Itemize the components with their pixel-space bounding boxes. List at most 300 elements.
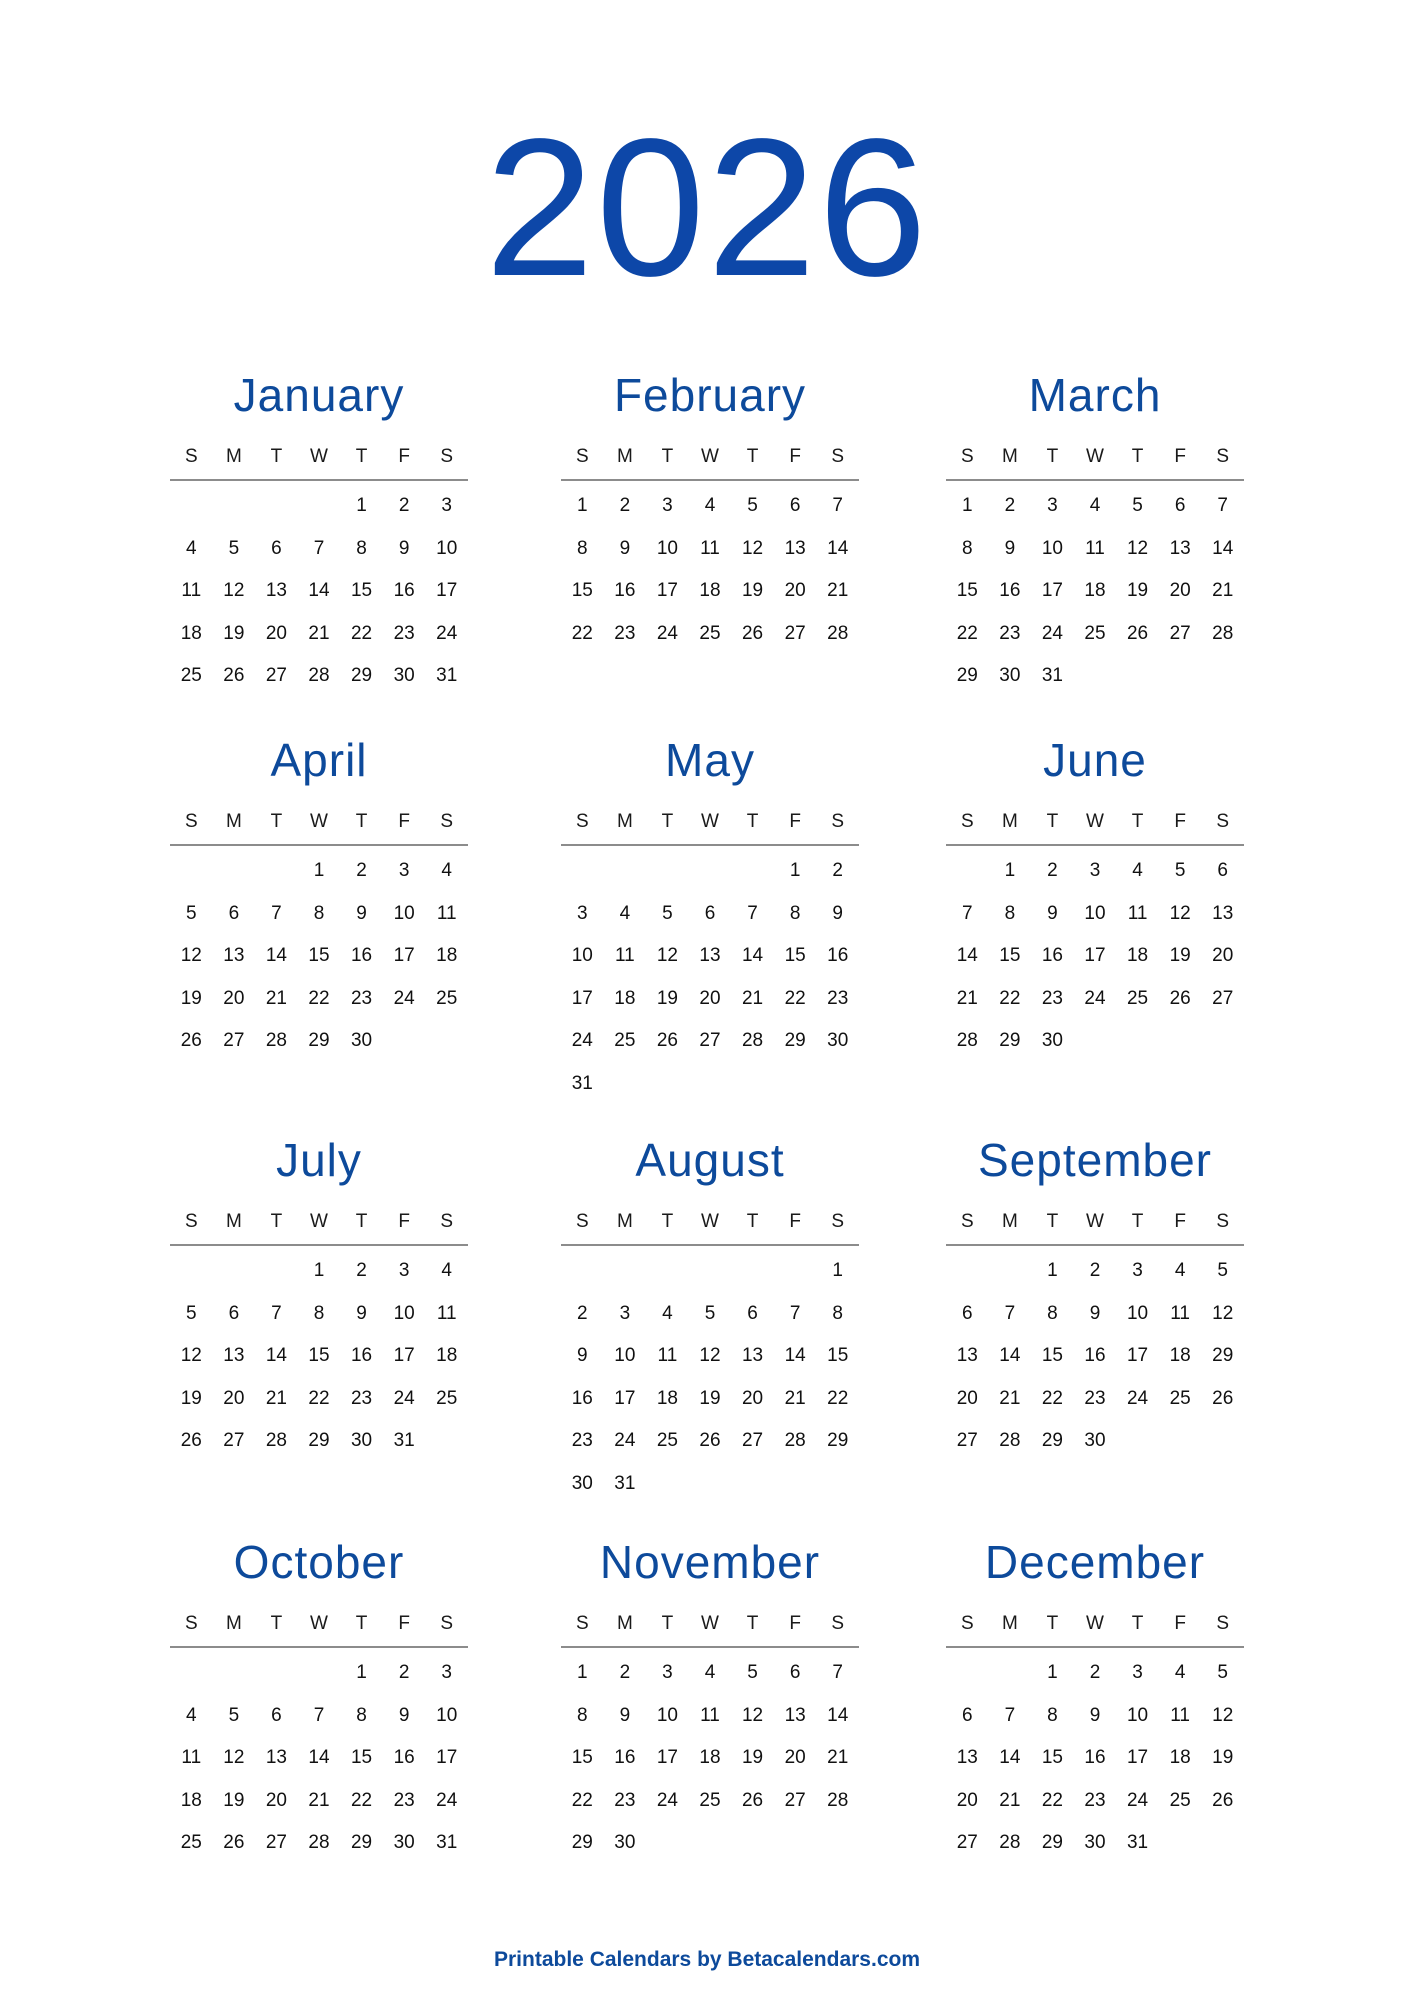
- weekday-label: S: [1216, 1613, 1230, 1634]
- day-cell: 1: [961, 495, 973, 516]
- weekday-label: M: [1001, 446, 1018, 467]
- weekday-label: T: [1131, 811, 1144, 832]
- weekday-header: [170, 810, 468, 834]
- weekday-label: W: [1086, 811, 1104, 832]
- weekday-label: S: [575, 811, 589, 832]
- weekday-header: [170, 1210, 468, 1234]
- day-cell: 8: [356, 537, 367, 559]
- empty-cell: [213, 1658, 256, 1701]
- day-cell: 11: [700, 1704, 720, 1726]
- day-cell: 2: [832, 860, 843, 881]
- day-cell: 15: [308, 945, 330, 966]
- day-cell: 22: [784, 987, 806, 1009]
- day-cell: 7: [832, 495, 843, 516]
- empty-cell: [255, 491, 298, 534]
- day-cell: 8: [789, 902, 801, 924]
- day-cell: 27: [223, 1430, 245, 1451]
- day-cell: 1: [313, 860, 325, 881]
- month-title: August: [635, 1134, 785, 1186]
- day-cell: 12: [1212, 1704, 1234, 1726]
- day-cell: 7: [271, 902, 282, 924]
- empty-cell: [298, 491, 341, 534]
- day-cell: 6: [271, 537, 282, 559]
- day-cell: 3: [1089, 860, 1101, 881]
- day-cell: 20: [784, 1747, 806, 1768]
- day-cell: 29: [827, 1430, 849, 1451]
- empty-cell: [689, 856, 732, 899]
- day-cell: 20: [956, 1789, 978, 1811]
- day-cell: 8: [313, 1302, 325, 1324]
- month-september: [946, 1132, 1244, 1469]
- day-cell: 7: [313, 537, 325, 559]
- weekday-label: M: [225, 811, 242, 832]
- day-grid: [170, 1648, 468, 1871]
- day-cell: 7: [1217, 495, 1228, 516]
- day-cell: 9: [619, 537, 631, 559]
- day-cell: 14: [265, 945, 287, 966]
- day-cell: 7: [1004, 1704, 1016, 1726]
- day-cell: 22: [956, 622, 978, 644]
- day-cell: 28: [1212, 622, 1234, 644]
- day-cell: 24: [656, 1789, 678, 1811]
- day-cell: 30: [614, 1832, 636, 1853]
- day-cell: 13: [741, 1345, 764, 1366]
- day-cell: 30: [1041, 1030, 1063, 1051]
- day-grid: [946, 1648, 1244, 1871]
- weekday-label: W: [310, 1613, 328, 1634]
- day-cell: 5: [228, 537, 240, 559]
- weekday-label: F: [789, 446, 801, 467]
- day-cell: 12: [1212, 1302, 1234, 1324]
- month-title: February: [613, 369, 807, 421]
- day-grid: [170, 1246, 468, 1469]
- weekday-label: W: [1086, 446, 1104, 467]
- weekday-header: [561, 1612, 859, 1636]
- day-cell: 16: [350, 945, 373, 966]
- day-cell: 30: [571, 1472, 593, 1494]
- day-cell: 3: [1132, 1662, 1143, 1683]
- empty-cell: [689, 1256, 732, 1299]
- weekday-label: S: [184, 811, 198, 832]
- day-cell: 16: [614, 1747, 636, 1768]
- day-cell: 17: [1126, 1747, 1149, 1768]
- day-cell: 17: [393, 1345, 415, 1366]
- day-cell: 9: [1089, 1302, 1101, 1324]
- day-cell: 3: [398, 1260, 410, 1281]
- month-title: December: [984, 1536, 1206, 1588]
- day-cell: 12: [180, 945, 202, 966]
- day-cell: 31: [436, 1832, 458, 1853]
- day-cell: 5: [228, 1704, 240, 1726]
- day-cell: 2: [1089, 1662, 1101, 1683]
- empty-cell: [946, 1658, 989, 1701]
- day-cell: 20: [223, 1387, 245, 1409]
- day-cell: 19: [656, 987, 678, 1009]
- weekday-label: S: [831, 1613, 845, 1634]
- day-cell: 21: [308, 622, 330, 644]
- day-cell: 19: [223, 1789, 245, 1811]
- day-cell: 23: [393, 1789, 415, 1811]
- day-cell: 16: [1041, 945, 1063, 966]
- day-cell: 14: [265, 1345, 287, 1366]
- day-cell: 1: [1004, 860, 1016, 881]
- day-cell: 17: [436, 580, 458, 601]
- day-cell: 4: [185, 1704, 197, 1726]
- weekday-label: S: [575, 1211, 589, 1232]
- day-cell: 4: [185, 537, 197, 559]
- weekday-label: T: [1046, 446, 1059, 467]
- day-cell: 21: [741, 987, 764, 1009]
- day-cell: 9: [832, 902, 843, 924]
- day-cell: 1: [832, 1260, 843, 1281]
- day-cell: 3: [1047, 495, 1058, 516]
- day-cell: 16: [393, 580, 415, 601]
- weekday-label: S: [440, 811, 454, 832]
- day-cell: 13: [784, 537, 806, 559]
- day-cell: 16: [1084, 1747, 1106, 1768]
- day-cell: 2: [1047, 860, 1058, 881]
- weekday-label: S: [960, 1613, 974, 1634]
- day-cell: 13: [784, 1704, 806, 1726]
- month-december: [946, 1534, 1244, 1871]
- day-cell: 19: [1212, 1747, 1234, 1768]
- day-cell: 6: [961, 1704, 973, 1726]
- day-cell: 25: [180, 665, 202, 686]
- day-cell: 19: [699, 1387, 721, 1409]
- day-cell: 6: [271, 1704, 282, 1726]
- day-grid: [946, 1246, 1244, 1469]
- day-cell: 4: [1174, 1662, 1186, 1683]
- day-cell: 16: [350, 1345, 373, 1366]
- weekday-label: W: [1086, 1211, 1104, 1232]
- day-grid: [170, 481, 468, 704]
- day-cell: 14: [827, 1704, 849, 1726]
- weekday-label: S: [960, 446, 974, 467]
- day-cell: 4: [704, 1662, 716, 1683]
- day-cell: 29: [1212, 1345, 1234, 1366]
- month-title: November: [599, 1536, 821, 1588]
- weekday-label: W: [310, 811, 328, 832]
- day-cell: 7: [313, 1704, 325, 1726]
- day-cell: 5: [1132, 495, 1143, 516]
- day-cell: 26: [180, 1430, 202, 1451]
- weekday-label: S: [440, 446, 454, 467]
- day-cell: 9: [356, 902, 367, 924]
- empty-cell: [170, 491, 213, 534]
- day-cell: 22: [308, 987, 330, 1009]
- day-cell: 24: [436, 1789, 458, 1811]
- day-cell: 28: [784, 1430, 806, 1451]
- weekday-label: T: [355, 811, 368, 832]
- day-cell: 19: [180, 987, 202, 1009]
- day-cell: 2: [356, 1260, 367, 1281]
- day-cell: 22: [571, 1789, 593, 1811]
- weekday-label: T: [1046, 1211, 1059, 1232]
- day-cell: 4: [441, 1260, 452, 1281]
- day-cell: 3: [576, 902, 588, 924]
- empty-cell: [255, 1256, 298, 1299]
- day-cell: 3: [441, 495, 452, 516]
- weekday-label: T: [1046, 1613, 1059, 1634]
- day-cell: 14: [308, 1747, 330, 1768]
- day-cell: 2: [356, 860, 367, 881]
- weekday-label: T: [1046, 811, 1059, 832]
- weekday-label: S: [575, 446, 589, 467]
- day-grid: [946, 481, 1244, 704]
- weekday-label: M: [1001, 1613, 1018, 1634]
- day-cell: 28: [999, 1430, 1021, 1451]
- empty-cell: [255, 1658, 298, 1701]
- day-cell: 6: [747, 1302, 758, 1324]
- empty-cell: [989, 1658, 1032, 1701]
- empty-cell: [255, 856, 298, 899]
- day-cell: 11: [1170, 1302, 1190, 1324]
- day-cell: 4: [662, 1302, 673, 1324]
- day-cell: 24: [393, 1387, 415, 1409]
- day-cell: 1: [356, 1662, 367, 1683]
- empty-cell: [561, 856, 604, 899]
- day-cell: 8: [1047, 1302, 1058, 1324]
- weekday-label: T: [355, 446, 368, 467]
- day-cell: 27: [956, 1832, 978, 1853]
- empty-cell: [774, 1256, 817, 1299]
- day-cell: 26: [223, 1832, 245, 1853]
- day-cell: 14: [784, 1345, 806, 1366]
- day-cell: 2: [398, 1662, 410, 1683]
- day-cell: 27: [1169, 622, 1191, 644]
- day-cell: 14: [999, 1345, 1021, 1366]
- weekday-label: T: [1131, 1613, 1144, 1634]
- weekday-label: M: [616, 446, 633, 467]
- day-grid: [561, 1246, 859, 1511]
- day-cell: 6: [228, 1302, 240, 1324]
- day-cell: 28: [956, 1030, 978, 1051]
- day-cell: 4: [1174, 1260, 1186, 1281]
- day-cell: 5: [185, 1302, 197, 1324]
- weekday-header: [561, 810, 859, 834]
- weekday-label: T: [355, 1211, 368, 1232]
- day-cell: 19: [741, 580, 764, 601]
- day-cell: 10: [436, 1704, 458, 1726]
- day-cell: 21: [956, 987, 978, 1009]
- day-cell: 31: [1041, 665, 1063, 686]
- day-cell: 3: [662, 495, 673, 516]
- day-cell: 31: [571, 1072, 593, 1094]
- weekday-label: T: [661, 811, 674, 832]
- day-cell: 12: [699, 1345, 721, 1366]
- day-cell: 14: [827, 537, 849, 559]
- day-cell: 30: [999, 665, 1021, 686]
- day-cell: 26: [741, 622, 764, 644]
- day-cell: 23: [350, 987, 373, 1009]
- day-cell: 25: [436, 1387, 458, 1409]
- day-cell: 26: [180, 1030, 202, 1051]
- day-cell: 29: [1041, 1832, 1063, 1853]
- empty-cell: [170, 1256, 213, 1299]
- day-cell: 27: [784, 1789, 806, 1811]
- day-cell: 26: [223, 665, 245, 686]
- day-cell: 17: [656, 1747, 678, 1768]
- month-title: March: [1028, 369, 1162, 421]
- day-cell: 19: [180, 1387, 202, 1409]
- day-cell: 18: [656, 1387, 678, 1409]
- day-cell: 18: [699, 580, 721, 601]
- day-cell: 29: [784, 1030, 806, 1051]
- footer-credit: Printable Calendars by Betacalendars.com: [494, 1948, 920, 1971]
- weekday-label: W: [1086, 1613, 1104, 1634]
- day-cell: 1: [1047, 1260, 1058, 1281]
- weekday-label: W: [701, 1211, 719, 1232]
- day-cell: 31: [614, 1472, 636, 1494]
- day-cell: 7: [271, 1302, 282, 1324]
- day-cell: 18: [180, 622, 202, 644]
- weekday-header: [946, 445, 1244, 469]
- day-cell: 1: [789, 860, 801, 881]
- day-cell: 11: [657, 1345, 678, 1366]
- day-cell: 30: [1084, 1430, 1106, 1451]
- weekday-label: F: [789, 1613, 801, 1634]
- day-cell: 21: [827, 580, 849, 601]
- weekday-label: W: [701, 811, 719, 832]
- day-cell: 24: [656, 622, 678, 644]
- month-june: [946, 732, 1244, 1069]
- day-cell: 16: [1084, 1345, 1106, 1366]
- day-cell: 7: [961, 902, 973, 924]
- month-july: [170, 1132, 468, 1469]
- day-cell: 11: [181, 1747, 202, 1768]
- day-cell: 18: [436, 1345, 458, 1366]
- day-cell: 22: [350, 1789, 373, 1811]
- day-cell: 21: [784, 1387, 806, 1409]
- day-cell: 1: [1047, 1662, 1058, 1683]
- weekday-label: T: [270, 1613, 283, 1634]
- empty-cell: [604, 1256, 647, 1299]
- weekday-label: S: [1216, 446, 1230, 467]
- weekday-label: M: [616, 1211, 633, 1232]
- day-cell: 10: [1126, 1704, 1149, 1726]
- day-cell: 12: [223, 580, 245, 601]
- day-cell: 19: [1126, 580, 1149, 601]
- day-cell: 4: [1132, 860, 1143, 881]
- day-cell: 8: [961, 537, 973, 559]
- day-cell: 6: [789, 495, 801, 516]
- day-cell: 29: [571, 1832, 593, 1853]
- day-cell: 5: [747, 495, 758, 516]
- day-cell: 15: [999, 945, 1021, 966]
- month-title: June: [1043, 734, 1147, 786]
- weekday-label: S: [831, 446, 845, 467]
- day-cell: 6: [1174, 495, 1186, 516]
- month-title: January: [233, 369, 405, 421]
- day-cell: 9: [398, 1704, 410, 1726]
- weekday-label: F: [1174, 1211, 1186, 1232]
- empty-cell: [946, 856, 989, 899]
- day-cell: 1: [313, 1260, 325, 1281]
- empty-cell: [604, 856, 647, 899]
- day-cell: 12: [223, 1747, 245, 1768]
- day-cell: 20: [956, 1387, 978, 1409]
- weekday-label: F: [398, 1613, 410, 1634]
- day-cell: 17: [1126, 1345, 1149, 1366]
- day-cell: 27: [784, 622, 806, 644]
- day-cell: 11: [436, 902, 457, 924]
- day-cell: 4: [441, 860, 452, 881]
- weekday-label: T: [270, 446, 283, 467]
- day-cell: 24: [1084, 987, 1106, 1009]
- day-cell: 18: [1169, 1345, 1191, 1366]
- day-cell: 24: [1126, 1789, 1149, 1811]
- day-cell: 10: [1084, 902, 1106, 924]
- day-cell: 27: [1212, 987, 1234, 1009]
- day-cell: 5: [747, 1662, 758, 1683]
- day-cell: 2: [1089, 1260, 1101, 1281]
- month-august: [561, 1132, 859, 1511]
- empty-cell: [646, 1256, 689, 1299]
- day-cell: 25: [1084, 622, 1106, 644]
- day-cell: 15: [1041, 1345, 1063, 1366]
- month-february: [561, 367, 859, 661]
- day-cell: 9: [398, 537, 410, 559]
- weekday-label: T: [1131, 446, 1144, 467]
- month-april: [170, 732, 468, 1069]
- day-cell: 30: [350, 1030, 373, 1051]
- day-cell: 21: [827, 1747, 849, 1768]
- weekday-label: F: [1174, 1613, 1186, 1634]
- weekday-label: F: [398, 1211, 410, 1232]
- day-cell: 26: [1169, 987, 1191, 1009]
- day-cell: 12: [741, 1704, 764, 1726]
- day-cell: 18: [1169, 1747, 1191, 1768]
- empty-cell: [213, 1256, 256, 1299]
- day-cell: 30: [1084, 1832, 1106, 1853]
- day-cell: 8: [576, 537, 588, 559]
- day-cell: 26: [1212, 1789, 1234, 1811]
- day-cell: 13: [1212, 902, 1234, 924]
- day-cell: 24: [614, 1430, 636, 1451]
- day-cell: 30: [393, 1832, 415, 1853]
- day-cell: 25: [436, 987, 458, 1009]
- weekday-label: M: [225, 1211, 242, 1232]
- day-cell: 8: [576, 1704, 588, 1726]
- day-cell: 10: [1126, 1302, 1149, 1324]
- day-cell: 27: [741, 1430, 764, 1451]
- weekday-header: [561, 445, 859, 469]
- day-cell: 6: [1217, 860, 1228, 881]
- weekday-header: [170, 445, 468, 469]
- weekday-label: T: [661, 1613, 674, 1634]
- day-cell: 9: [1047, 902, 1058, 924]
- day-cell: 23: [1084, 1789, 1106, 1811]
- day-cell: 5: [1217, 1662, 1228, 1683]
- day-cell: 10: [614, 1345, 636, 1366]
- day-grid: [561, 481, 859, 661]
- weekday-label: S: [960, 1211, 974, 1232]
- day-cell: 13: [956, 1747, 978, 1768]
- day-cell: 14: [741, 945, 764, 966]
- day-cell: 16: [393, 1747, 415, 1768]
- day-cell: 23: [1041, 987, 1063, 1009]
- day-cell: 22: [1041, 1387, 1063, 1409]
- weekday-label: W: [310, 446, 328, 467]
- day-cell: 6: [961, 1302, 973, 1324]
- day-cell: 8: [356, 1704, 367, 1726]
- day-cell: 1: [576, 1662, 588, 1683]
- day-cell: 19: [741, 1747, 764, 1768]
- weekday-label: T: [1131, 1211, 1144, 1232]
- day-cell: 8: [1047, 1704, 1058, 1726]
- day-cell: 9: [619, 1704, 631, 1726]
- day-cell: 23: [614, 622, 636, 644]
